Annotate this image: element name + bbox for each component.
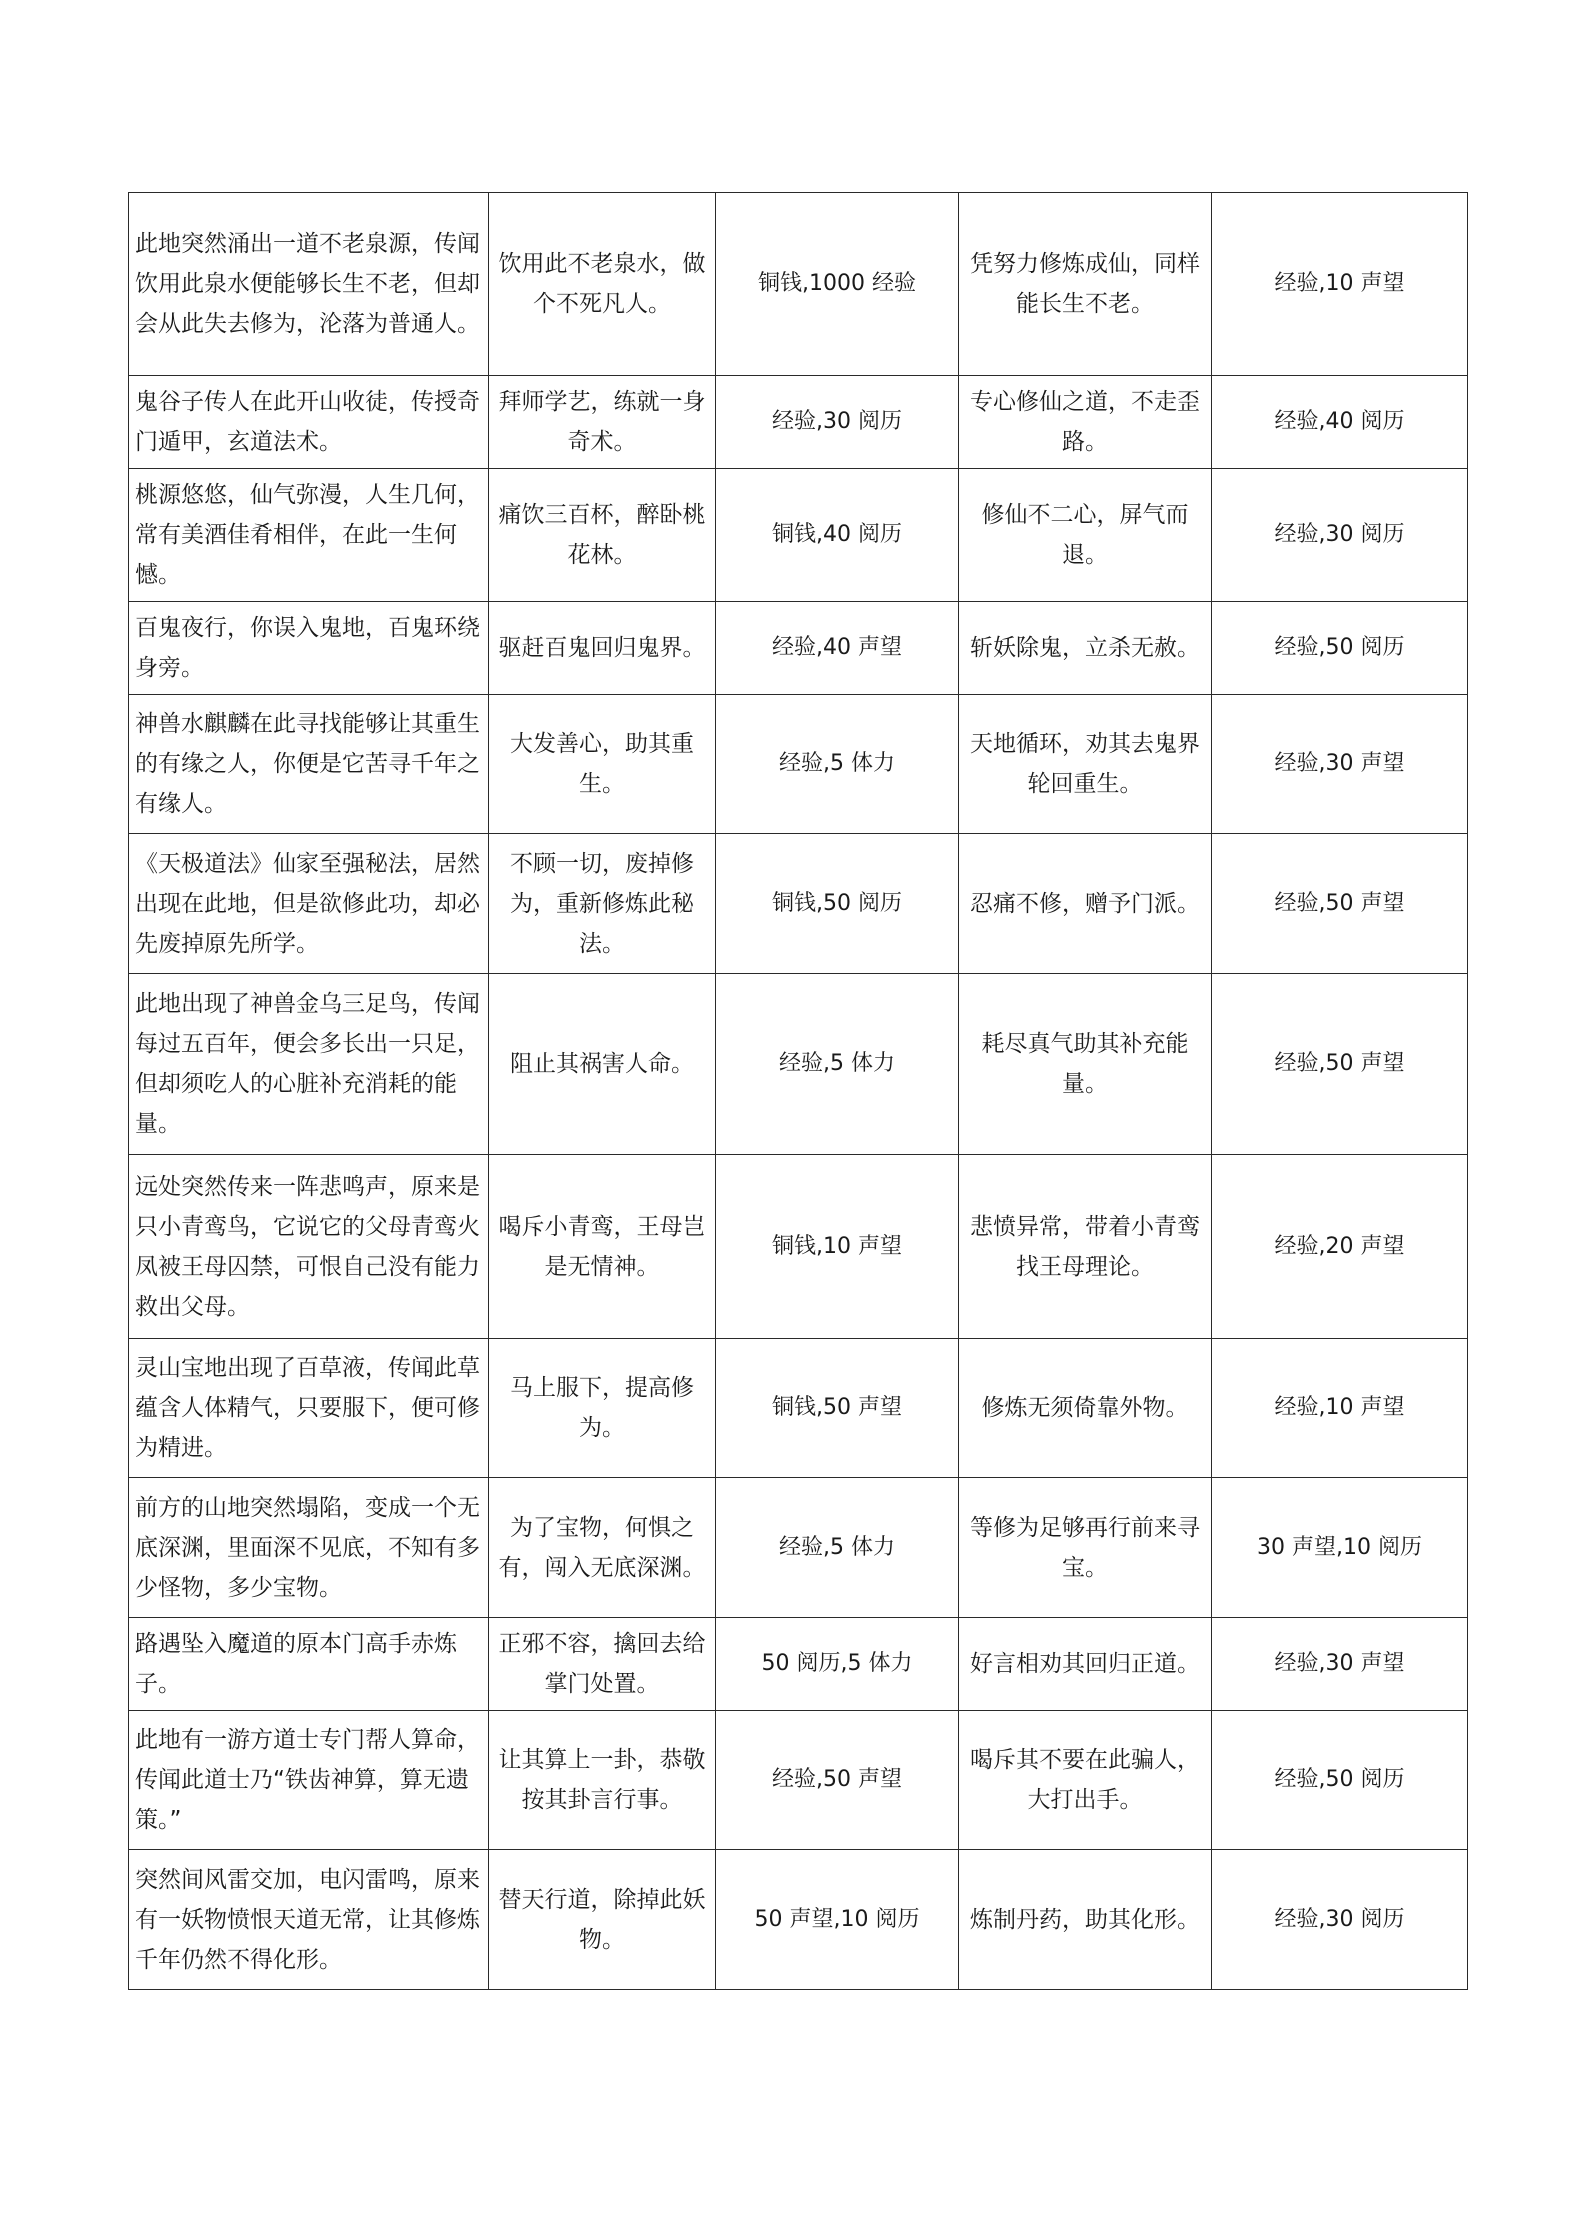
- option-b-reward: 经验,30 阅历: [1212, 1850, 1468, 1990]
- option-b-text: 悲愤异常，带着小青鸾找王母理论。: [959, 1155, 1212, 1339]
- option-b-text: 忍痛不修，赠予门派。: [959, 834, 1212, 974]
- event-description: 此地有一游方道士专门帮人算命，传闻此道士乃“铁齿神算，算无遗策。”: [129, 1711, 489, 1850]
- table-row: [129, 1850, 1468, 1990]
- event-description: 路遇坠入魔道的原本门高手赤炼子。: [129, 1618, 489, 1711]
- table-row: [129, 1339, 1468, 1478]
- option-b-text: 耗尽真气助其补充能量。: [959, 974, 1212, 1155]
- option-b-reward: 30 声望,10 阅历: [1212, 1478, 1468, 1618]
- option-a-text: 阻止其祸害人命。: [489, 974, 716, 1155]
- table-row: [129, 376, 1468, 469]
- option-a-reward: 经验,30 阅历: [716, 376, 959, 469]
- option-b-text: 凭努力修炼成仙，同样能长生不老。: [959, 193, 1212, 376]
- option-b-text: 好言相劝其回归正道。: [959, 1618, 1212, 1711]
- event-description: 突然间风雷交加，电闪雷鸣，原来有一妖物愤恨天道无常，让其修炼千年仍然不得化形。: [129, 1850, 489, 1990]
- option-a-text: 正邪不容，擒回去给掌门处置。: [489, 1618, 716, 1711]
- option-a-text: 喝斥小青鸾，王母岂是无情神。: [489, 1155, 716, 1339]
- option-a-reward: 经验,5 体力: [716, 1478, 959, 1618]
- event-description: 百鬼夜行，你误入鬼地，百鬼环绕身旁。: [129, 602, 489, 695]
- option-a-reward: 铜钱,50 阅历: [716, 834, 959, 974]
- option-a-reward: 经验,5 体力: [716, 695, 959, 834]
- option-b-reward: 经验,50 阅历: [1212, 602, 1468, 695]
- option-a-text: 让其算上一卦，恭敬按其卦言行事。: [489, 1711, 716, 1850]
- table-row: [129, 1711, 1468, 1850]
- event-description: 神兽水麒麟在此寻找能够让其重生的有缘之人，你便是它苦寻千年之有缘人。: [129, 695, 489, 834]
- option-b-text: 修炼无须倚靠外物。: [959, 1339, 1212, 1478]
- option-b-reward: 经验,30 阅历: [1212, 469, 1468, 602]
- option-a-reward: 铜钱,10 声望: [716, 1155, 959, 1339]
- option-a-text: 不顾一切，废掉修为，重新修炼此秘法。: [489, 834, 716, 974]
- option-a-reward: 50 阅历,5 体力: [716, 1618, 959, 1711]
- option-a-text: 为了宝物，何惧之有，闯入无底深渊。: [489, 1478, 716, 1618]
- table-row: [129, 469, 1468, 602]
- option-b-reward: 经验,50 阅历: [1212, 1711, 1468, 1850]
- option-a-reward: 铜钱,1000 经验: [716, 193, 959, 376]
- table-row: [129, 974, 1468, 1155]
- event-description: 《天极道法》仙家至强秘法，居然出现在此地，但是欲修此功，却必先废掉原先所学。: [129, 834, 489, 974]
- option-a-text: 饮用此不老泉水，做个不死凡人。: [489, 193, 716, 376]
- option-b-reward: 经验,30 声望: [1212, 695, 1468, 834]
- option-b-reward: 经验,40 阅历: [1212, 376, 1468, 469]
- option-a-text: 马上服下，提高修为。: [489, 1339, 716, 1478]
- option-b-reward: 经验,10 声望: [1212, 193, 1468, 376]
- event-description: 灵山宝地出现了百草液，传闻此草蕴含人体精气，只要服下，便可修为精进。: [129, 1339, 489, 1478]
- event-description: 前方的山地突然塌陷，变成一个无底深渊，里面深不见底，不知有多少怪物，多少宝物。: [129, 1478, 489, 1618]
- event-table: [128, 192, 1468, 1990]
- table-row: [129, 1618, 1468, 1711]
- table-row: [129, 1155, 1468, 1339]
- option-b-reward: 经验,30 声望: [1212, 1618, 1468, 1711]
- option-b-text: 专心修仙之道，不走歪路。: [959, 376, 1212, 469]
- option-b-text: 炼制丹药，助其化形。: [959, 1850, 1212, 1990]
- option-b-reward: 经验,20 声望: [1212, 1155, 1468, 1339]
- option-b-text: 修仙不二心，屏气而退。: [959, 469, 1212, 602]
- table-row: [129, 602, 1468, 695]
- option-a-reward: 铜钱,40 阅历: [716, 469, 959, 602]
- option-a-reward: 铜钱,50 声望: [716, 1339, 959, 1478]
- option-b-text: 喝斥其不要在此骗人，大打出手。: [959, 1711, 1212, 1850]
- table-row: [129, 695, 1468, 834]
- option-b-reward: 经验,10 声望: [1212, 1339, 1468, 1478]
- event-description: 鬼谷子传人在此开山收徒，传授奇门遁甲，玄道法术。: [129, 376, 489, 469]
- option-a-text: 拜师学艺，练就一身奇术。: [489, 376, 716, 469]
- option-a-reward: 经验,50 声望: [716, 1711, 959, 1850]
- option-b-text: 斩妖除鬼，立杀无赦。: [959, 602, 1212, 695]
- option-a-text: 大发善心，助其重生。: [489, 695, 716, 834]
- event-description: 远处突然传来一阵悲鸣声，原来是只小青鸾鸟，它说它的父母青鸾火凤被王母囚禁，可恨自己没有能力救出父母。: [129, 1155, 489, 1339]
- option-b-text: 天地循环，劝其去鬼界轮回重生。: [959, 695, 1212, 834]
- event-description: 此地突然涌出一道不老泉源，传闻饮用此泉水便能够长生不老，但却会从此失去修为，沦落为普通人。: [129, 193, 489, 376]
- option-a-text: 驱赶百鬼回归鬼界。: [489, 602, 716, 695]
- option-b-reward: 经验,50 声望: [1212, 974, 1468, 1155]
- event-description: 桃源悠悠，仙气弥漫，人生几何，常有美酒佳肴相伴，在此一生何憾。: [129, 469, 489, 602]
- option-a-reward: 经验,40 声望: [716, 602, 959, 695]
- table-row: [129, 834, 1468, 974]
- option-a-reward: 经验,5 体力: [716, 974, 959, 1155]
- table-row: [129, 1478, 1468, 1618]
- option-a-reward: 50 声望,10 阅历: [716, 1850, 959, 1990]
- event-description: 此地出现了神兽金乌三足鸟，传闻每过五百年，便会多长出一只足，但却须吃人的心脏补充消耗的能量。: [129, 974, 489, 1155]
- event-table-body: [129, 193, 1468, 1990]
- option-a-text: 替天行道，除掉此妖物。: [489, 1850, 716, 1990]
- option-b-reward: 经验,50 声望: [1212, 834, 1468, 974]
- option-b-text: 等修为足够再行前来寻宝。: [959, 1478, 1212, 1618]
- table-row: [129, 193, 1468, 376]
- option-a-text: 痛饮三百杯，醉卧桃花林。: [489, 469, 716, 602]
